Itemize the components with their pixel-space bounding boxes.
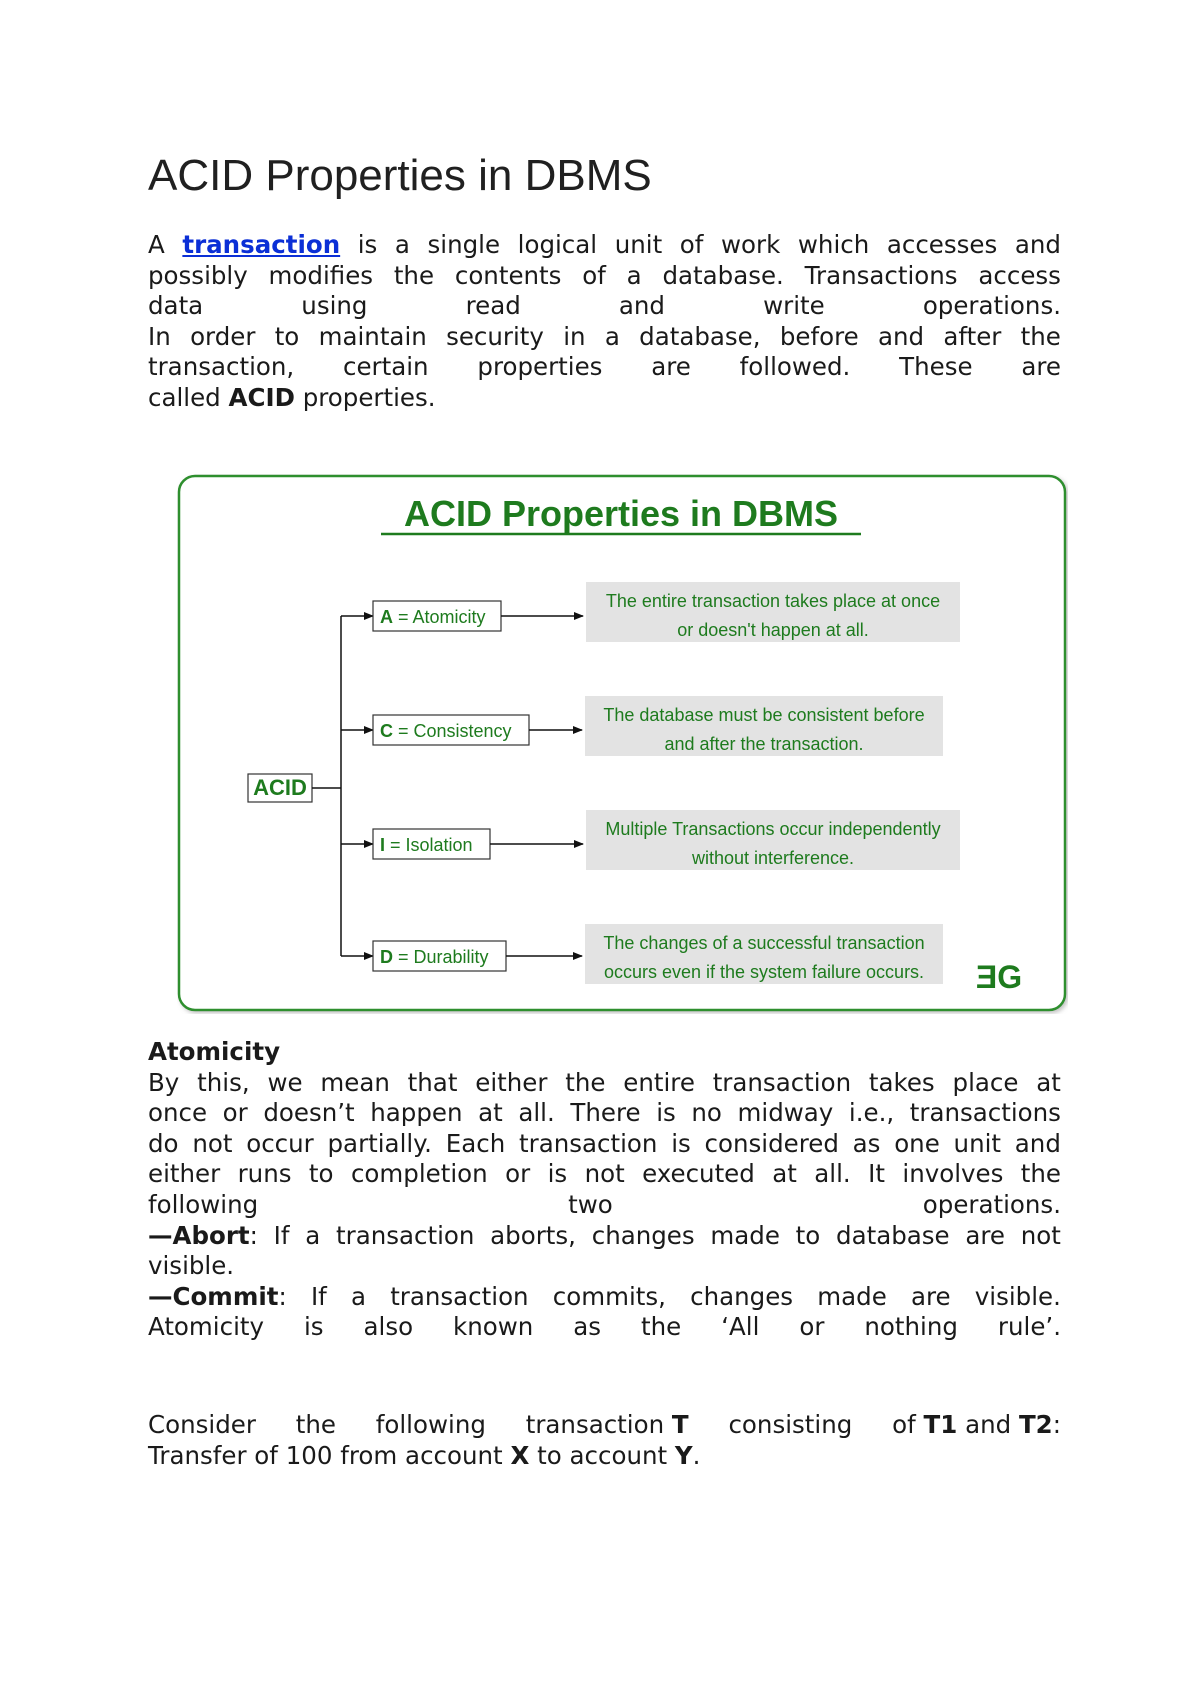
desc-atomicity-line-2: or doesn't happen at all. bbox=[677, 620, 869, 640]
intro-line-3: data using read and write operations. bbox=[148, 291, 1061, 321]
intro-line-6: called ACID properties. bbox=[148, 382, 436, 412]
acid-root-label: ACID bbox=[253, 775, 307, 800]
branch-label-consistency: C = Consistency bbox=[380, 721, 512, 741]
diagram-title: ACID Properties in DBMS bbox=[403, 493, 839, 534]
desc-consistency-line-2: and after the transaction. bbox=[664, 734, 864, 754]
acid-diagram bbox=[177, 474, 1068, 1014]
branch-label-durability: D = Durability bbox=[380, 947, 489, 967]
desc-durability-line-1: The changes of a successful transaction bbox=[603, 933, 925, 953]
consider-paragraph bbox=[148, 1410, 1061, 1471]
commit-line-1: —Commit: If a transaction commits, changes made are visible. bbox=[148, 1281, 1061, 1311]
transaction-link[interactable]: transaction bbox=[182, 230, 341, 259]
desc-consistency-line-1: The database must be consistent before bbox=[603, 705, 925, 725]
intro-line-5: transaction, certain properties are followed. These are bbox=[148, 352, 1061, 382]
atomicity-line-3: do not occur partially. Each transaction is considered as one unit and bbox=[148, 1128, 1061, 1158]
intro-line-1: A transaction is a single logical unit of work which accesses and bbox=[148, 230, 1061, 259]
desc-atomicity-line-1: The entire transaction takes place at once bbox=[605, 591, 941, 611]
atomicity-line-1: By this, we mean that either the entire transaction takes place at bbox=[148, 1067, 1061, 1097]
abort-line-2: visible. bbox=[148, 1251, 235, 1281]
page-title: ACID Properties in DBMS bbox=[148, 151, 652, 200]
rule-line: Atomicity is also known as the ‘All or nothing rule’. bbox=[148, 1312, 1061, 1342]
atomicity-line-5: following two operations. bbox=[148, 1189, 1061, 1219]
abort-line-1: —Abort: If a transaction aborts, changes made to database are not bbox=[148, 1220, 1061, 1250]
atomicity-line-2: once or doesn’t happen at all. There is no midway i.e., transactions bbox=[148, 1098, 1061, 1128]
atomicity-heading: Atomicity bbox=[148, 1037, 281, 1066]
desc-isolation-line-1: Multiple Transactions occur independently bbox=[605, 819, 941, 839]
branch-label-isolation: I = Isolation bbox=[380, 835, 473, 855]
branch-label-atomicity: A = Atomicity bbox=[380, 607, 486, 627]
intro-line-4: In order to maintain security in a database, before and after the bbox=[148, 321, 1061, 351]
intro-line-2: possibly modifies the contents of a database. Transactions access bbox=[148, 260, 1061, 290]
desc-isolation-line-2: without interference. bbox=[691, 848, 855, 868]
intro-paragraph bbox=[148, 230, 1061, 414]
consider-line-2: Transfer of 100 from account X to account Y. bbox=[148, 1440, 701, 1470]
consider-line-1: Consider the following transaction T consisting of T1 and T2: bbox=[148, 1410, 1061, 1439]
atomicity-line-4: either runs to completion or is not executed at all. It involves the bbox=[148, 1159, 1061, 1189]
desc-durability-line-2: occurs even if the system failure occurs. bbox=[603, 962, 925, 982]
atomicity-section bbox=[148, 1037, 1061, 1343]
gfg-logo-icon: ƎG bbox=[975, 959, 1023, 995]
